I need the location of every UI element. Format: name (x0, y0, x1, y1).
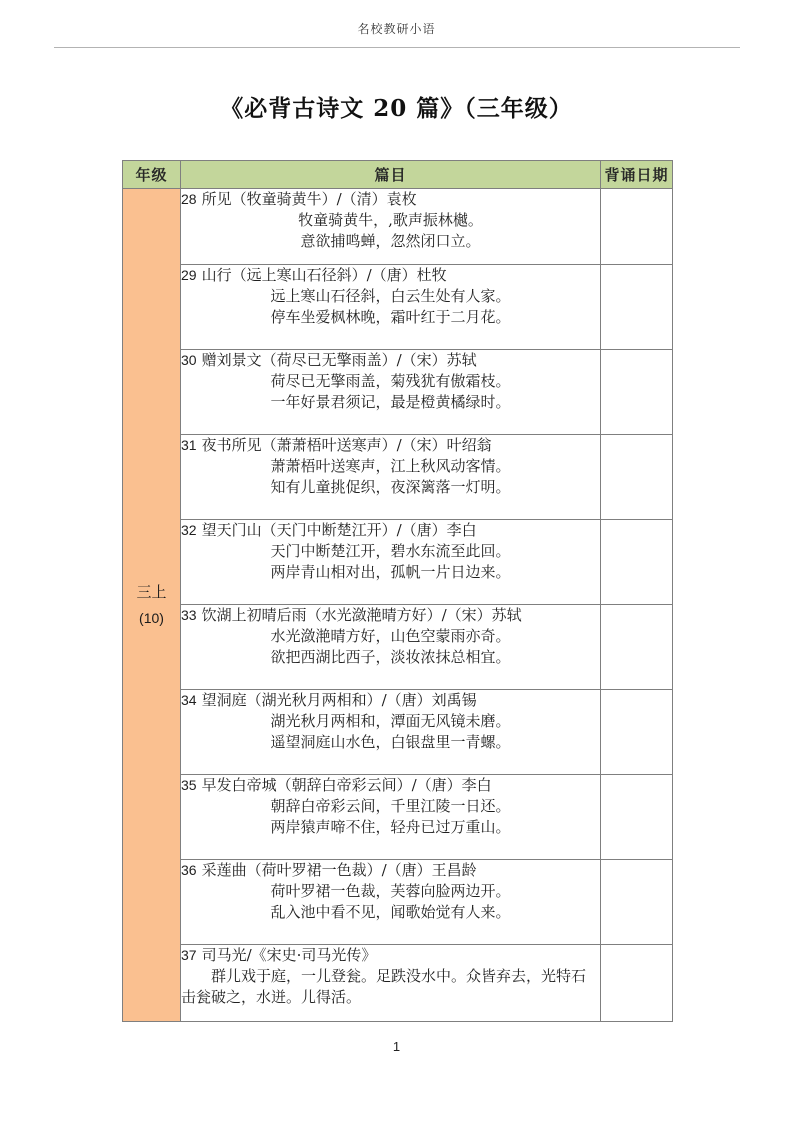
poem-verse-line: 远上寒山石径斜，白云生处有人家。 (270, 287, 511, 305)
poem-verse-line: 荷尽已无擎雨盖，菊残犹有傲霜枝。 (270, 372, 511, 390)
poem-title-text: 所见（牧童骑黄牛）/（清）袁枚 (201, 190, 417, 208)
poem-entry-cell (181, 605, 601, 690)
table-row (123, 435, 673, 520)
table-row (123, 605, 673, 690)
table-row (123, 520, 673, 605)
poem-number: 30 (181, 352, 197, 368)
table-row (123, 775, 673, 860)
poem-verse-line: 两岸猿声啼不住，轻舟已过万重山。 (270, 818, 511, 836)
poem-entry-title (181, 189, 600, 210)
recite-date-cell (601, 860, 673, 945)
poem-title-text: 望洞庭（湖光秋月两相和）/（唐）刘禹锡 (201, 691, 477, 709)
poem-number: 34 (181, 692, 197, 708)
poem-verse-line: 停车坐爱枫林晚，霜叶红于二月花。 (270, 308, 511, 326)
poem-entry-title (181, 435, 600, 456)
table-row (123, 189, 673, 265)
poem-entry-cell (181, 350, 601, 435)
grade-name: 三上 (136, 583, 167, 601)
poem-title-text: 司马光/《宋史·司马光传》 (201, 946, 377, 964)
poem-verse-line: 遥望洞庭山水色，白银盘里一青螺。 (270, 733, 511, 751)
poem-number: 37 (181, 947, 197, 963)
poem-verse-line: 荷叶罗裙一色裁，芙蓉向脸两边开。 (270, 882, 511, 900)
poem-number: 28 (181, 191, 197, 207)
poem-title-text: 望天门山（天门中断楚江开）/（唐）李白 (201, 521, 477, 539)
recite-date-cell (601, 350, 673, 435)
poem-number: 36 (181, 862, 197, 878)
poem-entry-cell (181, 945, 601, 1022)
table-row (123, 860, 673, 945)
table-row (123, 350, 673, 435)
poem-number: 31 (181, 437, 197, 453)
poem-entry-title (181, 860, 600, 881)
poem-verse-line: 两岸青山相对出，孤帆一片日边来。 (270, 563, 511, 581)
poem-title-text: 夜书所见（萧萧梧叶送寒声）/（宋）叶绍翁 (201, 436, 492, 454)
poem-number: 32 (181, 522, 197, 538)
page-header (54, 0, 740, 48)
poem-number: 33 (181, 607, 197, 623)
poem-verse-line: 水光潋滟晴方好，山色空蒙雨亦奇。 (270, 627, 511, 645)
poem-entry-title (181, 350, 600, 371)
poem-entry-title (181, 605, 600, 626)
grade-poem-count: (10) (139, 610, 164, 626)
recite-date-cell (601, 265, 673, 350)
recite-date-cell (601, 690, 673, 775)
recite-date-cell (601, 189, 673, 265)
grade-cell (123, 189, 181, 1022)
page-number: 1 (392, 1039, 401, 1054)
column-header-titles: 篇目 (181, 161, 601, 189)
poem-verse-line: 意欲捕鸣蝉，忽然闭口立。 (300, 232, 481, 250)
recite-date-cell (601, 945, 673, 1022)
column-header-grade: 年级 (123, 161, 181, 189)
poem-verse-line: 一年好景君须记，最是橙黄橘绿时。 (270, 393, 511, 411)
column-header-recite-date: 背诵日期 (601, 161, 673, 189)
recite-date-cell (601, 435, 673, 520)
poem-verse-line: 天门中断楚江开，碧水东流至此回。 (270, 542, 511, 560)
poem-entry-title (181, 520, 600, 541)
poem-prose-text: 群儿戏于庭，一儿登瓮。足跌没水中。众皆弃去，光特石击瓮破之，水迸。儿得活。 (181, 967, 587, 1006)
poem-title-text: 早发白帝城（朝辞白帝彩云间）/（唐）李白 (201, 776, 492, 794)
poem-entry-title (181, 945, 600, 966)
poem-verse-line: 湖光秋月两相和，潭面无风镜未磨。 (270, 712, 511, 730)
poem-entry-cell (181, 435, 601, 520)
poem-title-text: 山行（远上寒山石径斜）/（唐）杜牧 (201, 266, 447, 284)
poem-number: 29 (181, 267, 197, 283)
poem-verse-line: 朝辞白帝彩云间，千里江陵一日还。 (270, 797, 511, 815)
poem-verse-line: 欲把西湖比西子，淡妆浓抹总相宜。 (270, 648, 511, 666)
poem-entry-cell (181, 775, 601, 860)
recite-date-cell (601, 605, 673, 690)
table-row (123, 690, 673, 775)
poem-number: 35 (181, 777, 197, 793)
table-row (123, 945, 673, 1022)
recite-date-cell (601, 520, 673, 605)
poem-title-text: 饮湖上初晴后雨（水光潋滟晴方好）/（宋）苏轼 (201, 606, 522, 624)
poem-verse-line: 知有儿童挑促织，夜深篱落一灯明。 (270, 478, 511, 496)
poem-title-text: 采莲曲（荷叶罗裙一色裁）/（唐）王昌龄 (201, 861, 477, 879)
page-title: 《必背古诗文 20 篇》（三年级） (220, 95, 573, 122)
poem-title-text: 赠刘景文（荷尽已无擎雨盖）/（宋）苏轼 (201, 351, 477, 369)
recite-date-cell (601, 775, 673, 860)
poem-entry-title (181, 265, 600, 286)
table-row (123, 265, 673, 350)
poem-verse-line: 萧萧梧叶送寒声，江上秋风动客情。 (270, 457, 511, 475)
poem-verse-line: 乱入池中看不见，闻歌始觉有人来。 (270, 903, 511, 921)
poem-table (122, 160, 673, 1022)
poem-entry-cell (181, 860, 601, 945)
poem-entry-cell (181, 265, 601, 350)
poem-entry-cell (181, 189, 601, 265)
poem-entry-title (181, 690, 600, 711)
poem-table-container (122, 160, 793, 1022)
poem-entry-cell (181, 690, 601, 775)
page-header-text: 名校教研小语 (357, 22, 436, 36)
poem-entry-cell (181, 520, 601, 605)
poem-entry-title (181, 775, 600, 796)
table-header-row (123, 161, 673, 189)
poem-verse-line: 牧童骑黄牛，,歌声振林樾。 (298, 211, 483, 229)
